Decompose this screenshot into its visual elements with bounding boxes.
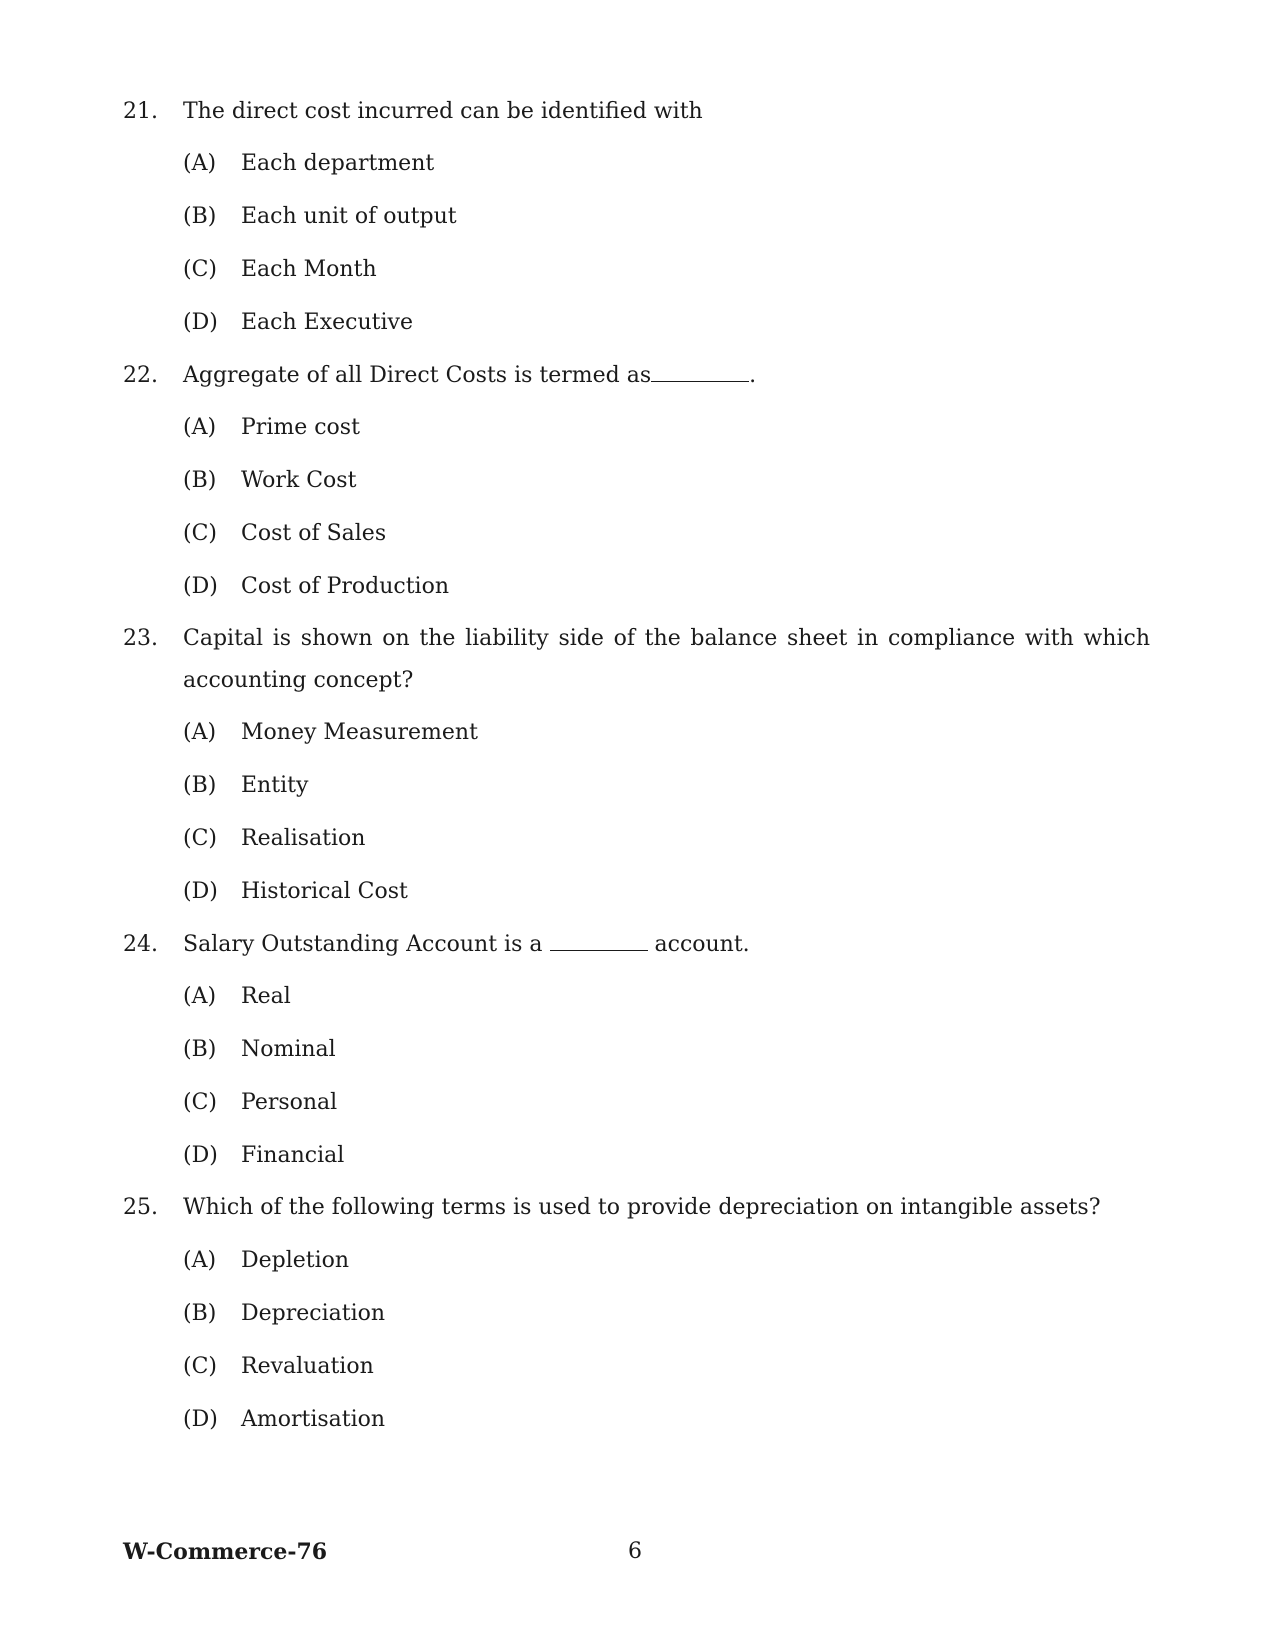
- option-letter: (D): [183, 879, 218, 904]
- option-text: Each Executive: [241, 310, 413, 335]
- option-letter: (A): [183, 984, 217, 1009]
- question-number: 25.: [123, 1195, 158, 1220]
- fill-in-blank: [550, 930, 648, 951]
- option-text: Revaluation: [241, 1354, 374, 1379]
- option-text: Nominal: [241, 1037, 336, 1062]
- option-23-a: [183, 719, 478, 747]
- option-letter: (D): [183, 574, 218, 599]
- option-22-d: [183, 573, 449, 601]
- question-number: 21.: [123, 99, 158, 124]
- option-21-b: [183, 203, 457, 231]
- option-letter: (B): [183, 468, 217, 493]
- option-letter: (B): [183, 1037, 217, 1062]
- option-text: Cost of Sales: [241, 521, 387, 546]
- option-letter: (C): [183, 1354, 217, 1379]
- option-letter: (B): [183, 1301, 217, 1326]
- option-letter: (D): [183, 1143, 218, 1168]
- option-21-c: [183, 256, 377, 284]
- question-text-before-blank: Aggregate of all Direct Costs is termed as: [183, 363, 652, 388]
- option-24-a: [183, 983, 291, 1011]
- question-text-line-1: Capital is shown on the liability side of the balance sheet in compliance with which: [183, 626, 1150, 651]
- question-number: 24.: [123, 932, 158, 957]
- question-25: [123, 1194, 1101, 1222]
- option-25-a: [183, 1247, 349, 1275]
- option-text: Historical Cost: [241, 879, 408, 904]
- option-text: Entity: [241, 773, 309, 798]
- question-text: [183, 361, 756, 390]
- option-text: Each department: [241, 151, 435, 176]
- question-21: [123, 98, 703, 126]
- option-23-d: [183, 878, 408, 906]
- option-21-d: [183, 309, 413, 337]
- option-letter: (A): [183, 720, 217, 745]
- option-22-c: [183, 520, 386, 548]
- question-number: 22.: [123, 363, 158, 388]
- option-letter: (C): [183, 1090, 217, 1115]
- question-24: [123, 930, 750, 959]
- option-text: Personal: [241, 1090, 338, 1115]
- question-number: 23.: [123, 626, 158, 651]
- option-22-b: [183, 467, 356, 495]
- option-text: Cost of Production: [241, 574, 450, 599]
- option-text: Amortisation: [241, 1407, 386, 1432]
- option-text: Real: [241, 984, 291, 1009]
- option-text: Work Cost: [241, 468, 357, 493]
- option-text: Prime cost: [241, 415, 360, 440]
- option-text: Each Month: [241, 257, 377, 282]
- option-text: Depreciation: [241, 1301, 386, 1326]
- question-text-after-blank: .: [749, 363, 757, 388]
- fill-in-blank: [651, 361, 749, 382]
- question-text-after-blank: account.: [654, 932, 750, 957]
- option-letter: (B): [183, 204, 217, 229]
- option-letter: (B): [183, 773, 217, 798]
- question-text: Which of the following terms is used to provide depreciation on intangible assets?: [183, 1195, 1101, 1220]
- option-letter: (D): [183, 310, 218, 335]
- option-text: Each unit of output: [241, 204, 457, 229]
- option-letter: (A): [183, 151, 217, 176]
- option-text: Depletion: [241, 1248, 350, 1273]
- option-letter: (A): [183, 1248, 217, 1273]
- page-number: 6: [628, 1539, 642, 1564]
- question-22: [123, 361, 756, 390]
- option-letter: (A): [183, 415, 217, 440]
- option-23-b: [183, 772, 308, 800]
- option-23-c: [183, 825, 365, 853]
- option-24-b: [183, 1036, 336, 1064]
- option-25-c: [183, 1353, 374, 1381]
- option-24-d: [183, 1142, 344, 1170]
- question-text-line-2: accounting concept?: [183, 668, 414, 693]
- question-text: [183, 930, 750, 959]
- option-text: Money Measurement: [241, 720, 478, 745]
- option-letter: (C): [183, 826, 217, 851]
- paper-code: W-Commerce-76: [123, 1539, 328, 1565]
- question-text: The direct cost incurred can be identified with: [183, 99, 703, 124]
- option-22-a: [183, 414, 360, 442]
- option-text: Financial: [241, 1143, 345, 1168]
- option-letter: (C): [183, 521, 217, 546]
- option-25-d: [183, 1406, 385, 1434]
- question-23: [123, 625, 183, 653]
- option-25-b: [183, 1300, 385, 1328]
- option-21-a: [183, 150, 434, 178]
- question-text-before-blank: Salary Outstanding Account is a: [183, 932, 543, 957]
- option-24-c: [183, 1089, 337, 1117]
- option-letter: (C): [183, 257, 217, 282]
- option-letter: (D): [183, 1407, 218, 1432]
- option-text: Realisation: [241, 826, 366, 851]
